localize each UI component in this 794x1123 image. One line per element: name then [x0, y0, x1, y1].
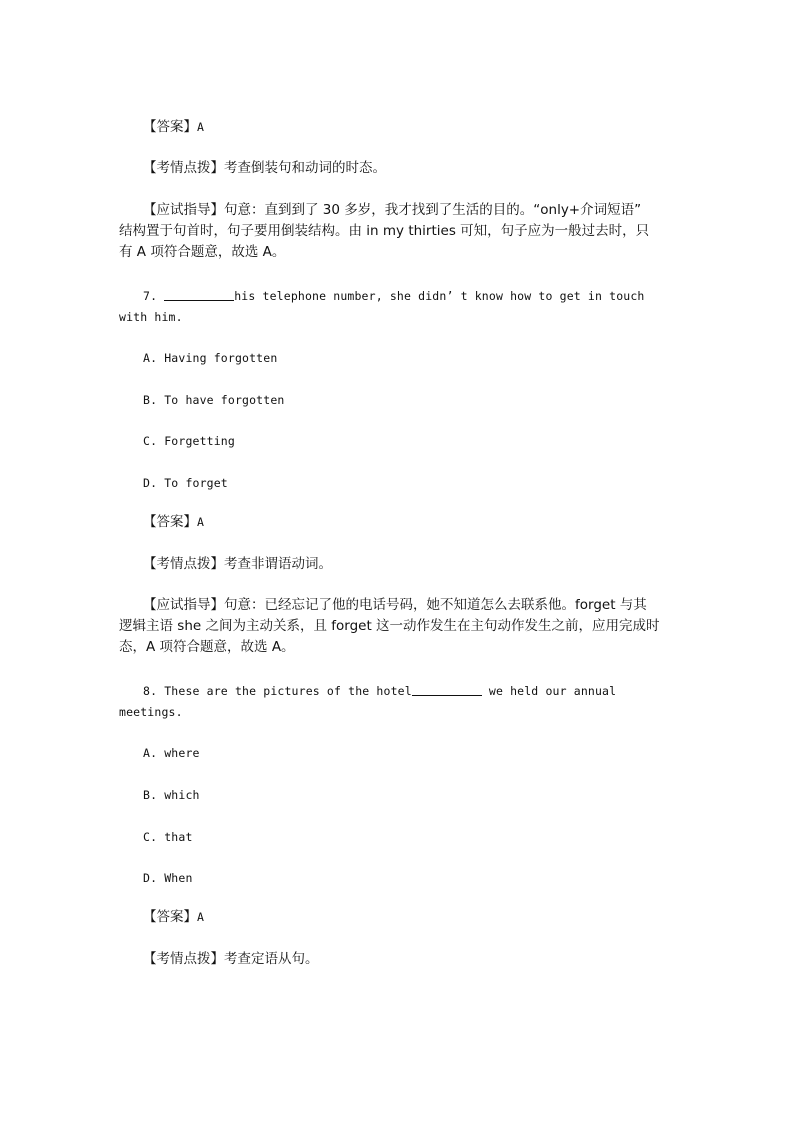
option-b: B. which	[143, 788, 200, 802]
exam-point-label: 【考情点拨】	[143, 951, 224, 967]
exam-point-text: 考查非谓语动词。	[224, 556, 332, 572]
option-d: D. When	[143, 871, 193, 885]
exam-point-line	[119, 554, 679, 575]
option-b: B. To have forgotten	[143, 393, 285, 407]
guide-label: 【应试指导】	[143, 202, 224, 218]
answer-value: A	[197, 910, 205, 924]
guide-line-2: 逻辑主语 she 之间为主动关系，且 forget 这一动作发生在主句动作发生之前，应用完成时	[119, 618, 660, 634]
option-a: A. Having forgotten	[143, 351, 278, 365]
question-7-stem-text: his telephone number, she didn’ t know how to get in touch	[234, 289, 645, 303]
question-7-stem	[119, 286, 679, 307]
option-c: C. that	[143, 830, 193, 844]
option-d: D. To forget	[143, 476, 228, 490]
answer-blank	[412, 683, 482, 696]
answer-label: 【答案】	[143, 514, 197, 530]
guide-label: 【应试指导】	[143, 597, 224, 613]
guide-line-3: 态，A 项符合题意，故选 A。	[119, 639, 295, 655]
question-7-stem-line-2: with him.	[119, 310, 183, 324]
exam-point-line	[119, 158, 679, 179]
option-c: C. Forgetting	[143, 434, 235, 448]
answer-value: A	[197, 515, 205, 529]
question-8-stem-line-2: meetings.	[119, 705, 183, 719]
question-8-stem-text: 8. These are the pictures of the hotel	[143, 684, 412, 698]
exam-point-label: 【考情点拨】	[143, 556, 224, 572]
answer-line	[119, 117, 679, 138]
answer-label: 【答案】	[143, 119, 197, 135]
guide-text-1: 句意：直到到了 30 多岁，我才找到了生活的目的。“only+介词短语”	[224, 202, 642, 218]
guide-line-3: 有 A 项符合题意，故选 A。	[119, 244, 286, 260]
guide-text-1: 句意：已经忘记了他的电话号码，她不知道怎么去联系他。forget 与其	[224, 597, 647, 613]
exam-point-line	[119, 949, 679, 970]
guide-line-2: 结构置于句首时，句子要用倒装结构。由 in my thirties 可知，句子应为一般过去时，只	[119, 223, 650, 239]
question-8-stem	[119, 681, 679, 702]
answer-blank	[164, 288, 234, 301]
exam-point-text: 考查定语从句。	[224, 951, 319, 967]
guide-line-1	[119, 595, 679, 616]
answer-line	[119, 512, 679, 533]
option-a: A. where	[143, 746, 200, 760]
guide-line-1	[119, 200, 679, 221]
question-8-stem-text-2: we held our annual	[481, 684, 617, 698]
answer-value: A	[197, 120, 205, 134]
answer-label: 【答案】	[143, 909, 197, 925]
answer-line	[119, 907, 679, 928]
question-7-number: 7.	[143, 289, 158, 303]
exam-point-label: 【考情点拨】	[143, 160, 224, 176]
exam-point-text: 考查倒装句和动词的时态。	[224, 160, 386, 176]
